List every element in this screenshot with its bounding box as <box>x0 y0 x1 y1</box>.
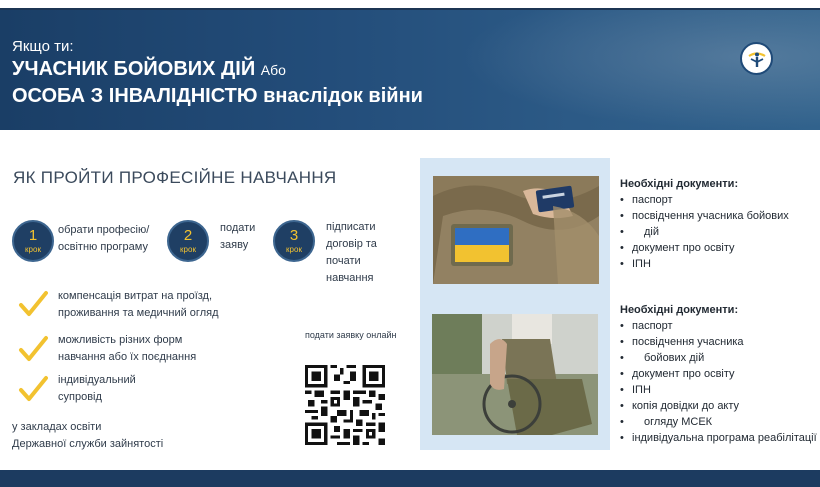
qr-code-icon[interactable] <box>305 365 385 445</box>
docs-2-item: • індивідуальна програма реабілітації <box>620 430 817 446</box>
step-3-number: 3 <box>289 227 299 244</box>
top-strip <box>0 0 820 8</box>
step-1-text <box>58 222 149 256</box>
benefit-3 <box>58 372 136 406</box>
title-line-2: ОСОБА З ІНВАЛІДНІСТЮ внаслідок війни <box>12 85 423 107</box>
step-3-text-line: договір та <box>326 238 377 250</box>
benefit-1 <box>58 288 219 322</box>
step-1-number: 1 <box>28 227 38 244</box>
title-line-1-main: УЧАСНИК БОЙОВИХ ДІЙ <box>12 58 256 80</box>
veteran-photo-illustration <box>433 176 599 284</box>
docs-1-item: • паспорт <box>620 192 789 208</box>
step-2-text <box>220 220 255 254</box>
checkmark-icon <box>18 335 48 363</box>
step-3-text-line: підписати <box>326 221 376 233</box>
docs-2-item: • паспорт <box>620 318 817 334</box>
step-3-label: крок <box>286 245 302 254</box>
step-2-text-line: подати <box>220 222 256 234</box>
step-3-text-line: почати <box>326 255 361 267</box>
online-application-label: подати заявку онлайн <box>305 330 397 340</box>
footer-note-line: Державної служби зайнятості <box>12 438 164 450</box>
docs-2-item: • огляду МСЕК <box>620 414 817 430</box>
docs-1-item: • дій <box>620 224 789 240</box>
docs-1-item: • посвідчення учасника бойових <box>620 208 789 224</box>
step-3-badge <box>273 220 315 262</box>
benefit-2-line: навчання або їх поєднання <box>58 351 197 363</box>
section-title: ЯК ПРОЙТИ ПРОФЕСІЙНЕ НАВЧАННЯ <box>13 168 337 187</box>
docs-1-title: Необхідні документи: <box>620 178 739 190</box>
benefit-3-line: індивідуальний <box>58 374 136 386</box>
logo-mark-icon <box>745 47 769 71</box>
benefit-1-line: компенсація витрат на проїзд, <box>58 290 213 302</box>
wheelchair-photo-illustration <box>432 314 598 435</box>
step-2-text-line: заяву <box>220 239 249 251</box>
intro-text: Якщо ти: <box>12 38 74 55</box>
step-1-text-line: освітню програму <box>58 241 148 253</box>
step-2-number: 2 <box>183 227 193 244</box>
docs-1-list <box>620 192 789 272</box>
title-line-1-suffix: Або <box>260 62 286 78</box>
step-1-text-line: обрати професію/ <box>58 224 150 236</box>
docs-2-title: Необхідні документи: <box>620 304 739 316</box>
docs-2-item: • посвідчення учасника <box>620 334 817 350</box>
footer-note <box>12 419 163 453</box>
veteran-photo <box>433 176 599 284</box>
bottom-bar <box>0 470 820 487</box>
docs-1-item: • ІПН <box>620 256 789 272</box>
benefit-2 <box>58 332 196 366</box>
docs-2-item: • документ про освіту <box>620 366 817 382</box>
header-rule <box>0 8 820 10</box>
docs-1-item: • документ про освіту <box>620 240 789 256</box>
step-1-badge <box>12 220 54 262</box>
footer-note-line: у закладах освіти <box>12 421 102 433</box>
step-2-badge <box>167 220 209 262</box>
docs-2-list <box>620 318 817 446</box>
step-3-text-line: навчання <box>326 272 374 284</box>
checkmark-icon <box>18 375 48 403</box>
checkmark-icon <box>18 290 48 318</box>
docs-2-item: • копія довідки до акту <box>620 398 817 414</box>
step-3-text <box>326 219 377 287</box>
docs-2-item: • ІПН <box>620 382 817 398</box>
benefit-3-line: супровід <box>58 391 102 403</box>
step-2-label: крок <box>180 245 196 254</box>
docs-2-item: • бойових дій <box>620 350 817 366</box>
benefit-1-line: проживання та медичний огляд <box>58 307 219 319</box>
title-line-1 <box>12 58 286 81</box>
step-1-label: крок <box>25 245 41 254</box>
benefit-2-line: можливість різних форм <box>58 334 183 346</box>
employment-service-logo-icon <box>740 42 773 75</box>
wheelchair-photo <box>432 314 598 435</box>
